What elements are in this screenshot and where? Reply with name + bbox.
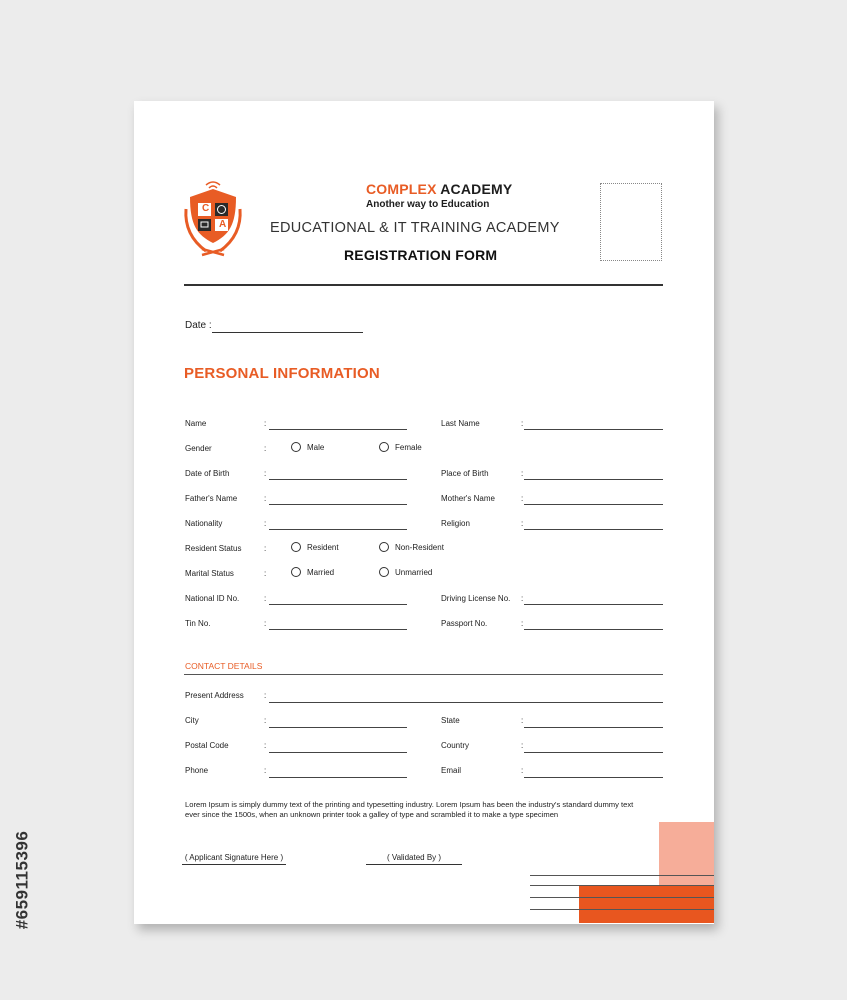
father-name-label: Father's Name xyxy=(185,494,238,503)
country-label: Country xyxy=(441,741,470,750)
driving-license-label: Driving License No. xyxy=(441,594,511,603)
national-id-field[interactable] xyxy=(269,604,407,605)
contact-details-title: CONTACT DETAILS xyxy=(185,661,263,671)
photo-box[interactable] xyxy=(600,183,662,261)
colon: : xyxy=(521,469,524,478)
national-id-label: National ID No. xyxy=(185,594,240,603)
header-divider xyxy=(184,284,663,286)
resident-status-label: Resident Status xyxy=(185,544,242,553)
driving-license-field[interactable] xyxy=(524,604,663,605)
dob-label: Date of Birth xyxy=(185,469,230,478)
marital-status-label: Marital Status xyxy=(185,569,234,578)
colon: : xyxy=(264,569,267,578)
state-label: State xyxy=(441,716,460,725)
colon: : xyxy=(264,716,267,725)
colon: : xyxy=(521,741,524,750)
logo-letter-c: C xyxy=(202,203,210,214)
colon: : xyxy=(521,619,524,628)
phone-field[interactable] xyxy=(269,777,407,778)
gender-label: Gender xyxy=(185,444,212,453)
postal-code-field[interactable] xyxy=(269,752,407,753)
postal-code-label: Postal Code xyxy=(185,741,229,750)
mother-name-field[interactable] xyxy=(524,504,663,505)
colon: : xyxy=(264,766,267,775)
non-resident-radio[interactable]: Non-Resident xyxy=(379,542,444,552)
email-field[interactable] xyxy=(524,777,663,778)
colon: : xyxy=(264,494,267,503)
contact-divider xyxy=(184,674,663,675)
nationality-label: Nationality xyxy=(185,519,223,528)
nationality-field[interactable] xyxy=(269,529,407,530)
last-name-field[interactable] xyxy=(524,429,663,430)
passport-label: Passport No. xyxy=(441,619,488,628)
dob-field[interactable] xyxy=(269,479,407,480)
colon: : xyxy=(264,544,267,553)
personal-info-title: PERSONAL INFORMATION xyxy=(184,365,380,382)
tin-label: Tin No. xyxy=(185,619,211,628)
disclaimer-text: Lorem Ipsum is simply dummy text of the printing and typesetting industry. Lorem Ipsum has been the industry's standard dummy text ever since the 1500s, when an unknown printer took a galley of type and scrambled it to make a type specimen xyxy=(185,800,634,819)
registration-form-sheet xyxy=(134,101,714,924)
colon: : xyxy=(521,766,524,775)
colon: : xyxy=(264,619,267,628)
validated-by-label: ( Validated By ) xyxy=(386,853,442,862)
email-label: Email xyxy=(441,766,462,775)
academy-shield-logo-icon xyxy=(182,179,244,259)
colon: : xyxy=(264,741,267,750)
country-field[interactable] xyxy=(524,752,663,753)
pob-field[interactable] xyxy=(524,479,663,480)
decorative-line xyxy=(530,875,714,876)
colon: : xyxy=(521,519,524,528)
religion-field[interactable] xyxy=(524,529,663,530)
colon: : xyxy=(264,594,267,603)
phone-label: Phone xyxy=(185,766,209,775)
tin-field[interactable] xyxy=(269,629,407,630)
unmarried-radio[interactable]: Unmarried xyxy=(379,567,432,577)
brand-name: COMPLEX ACADEMY xyxy=(366,181,513,197)
present-address-label: Present Address xyxy=(185,691,244,700)
colon: : xyxy=(264,444,267,453)
colon: : xyxy=(264,691,267,700)
colon: : xyxy=(521,494,524,503)
colon: : xyxy=(521,419,524,428)
stock-id-label: #659115396 xyxy=(12,830,32,930)
last-name-label: Last Name xyxy=(441,419,480,428)
religion-label: Religion xyxy=(441,519,470,528)
validated-by-line[interactable] xyxy=(366,864,462,865)
mother-name-label: Mother's Name xyxy=(441,494,495,503)
state-field[interactable] xyxy=(524,727,663,728)
decorative-line xyxy=(530,909,714,910)
academy-name: EDUCATIONAL & IT TRAINING ACADEMY xyxy=(270,220,560,236)
name-field[interactable] xyxy=(269,429,407,430)
married-radio[interactable]: Married xyxy=(291,567,334,577)
gender-male-radio[interactable]: Male xyxy=(291,442,324,452)
city-label: City xyxy=(185,716,199,725)
logo-letter-a: A xyxy=(219,219,227,230)
date-field[interactable] xyxy=(212,332,363,333)
colon: : xyxy=(264,519,267,528)
applicant-signature-label: ( Applicant Signature Here ) xyxy=(184,853,284,862)
date-label: Date : xyxy=(185,320,212,331)
name-label: Name xyxy=(185,419,207,428)
passport-field[interactable] xyxy=(524,629,663,630)
city-field[interactable] xyxy=(269,727,407,728)
pob-label: Place of Birth xyxy=(441,469,489,478)
colon: : xyxy=(264,469,267,478)
resident-radio[interactable]: Resident xyxy=(291,542,339,552)
father-name-field[interactable] xyxy=(269,504,407,505)
present-address-field[interactable] xyxy=(269,702,663,703)
colon: : xyxy=(521,594,524,603)
applicant-signature-line[interactable] xyxy=(182,864,286,865)
gender-female-radio[interactable]: Female xyxy=(379,442,422,452)
brand-tagline: Another way to Education xyxy=(366,199,490,210)
colon: : xyxy=(264,419,267,428)
colon: : xyxy=(521,716,524,725)
decorative-line xyxy=(530,897,714,898)
decorative-line xyxy=(530,885,714,886)
decorative-orange-block xyxy=(579,885,714,923)
form-title: REGISTRATION FORM xyxy=(344,247,498,263)
